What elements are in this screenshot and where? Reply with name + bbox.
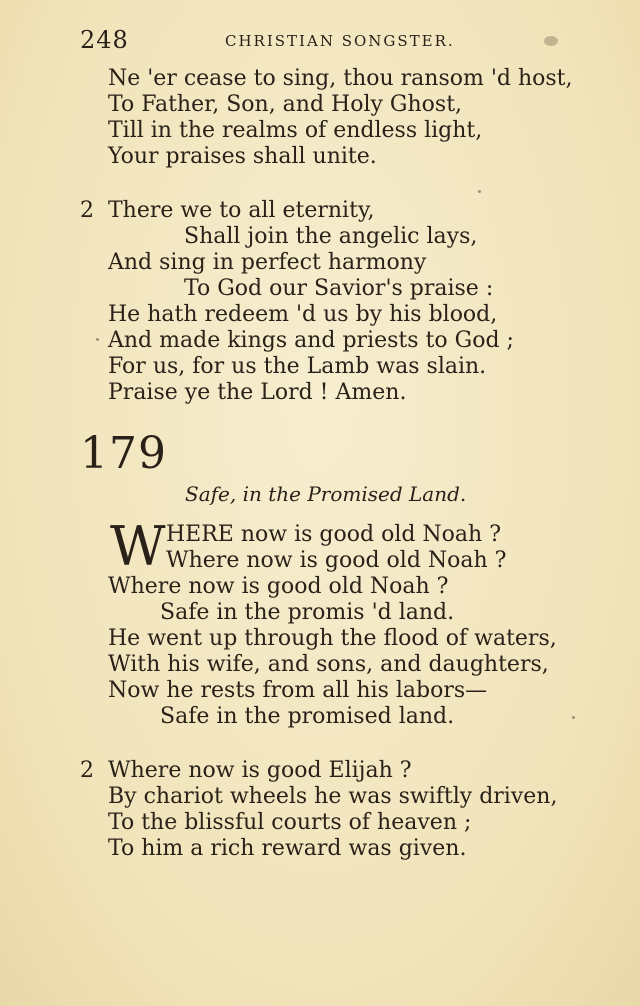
verse-line: Where now is good old Noah ?: [166, 548, 507, 573]
verse-line: He hath redeem 'd us by his blood,: [108, 302, 498, 327]
verse-line: Shall join the angelic lays,: [184, 224, 478, 249]
page-header: [80, 26, 600, 56]
hymn-number: 179: [80, 428, 167, 479]
page-number: 248: [80, 26, 129, 54]
stanza-number: 2: [80, 198, 94, 223]
paper-speck: [96, 338, 99, 341]
verse-line: Now he rests from all his labors—: [108, 678, 488, 703]
verse-line: Till in the realms of endless light,: [108, 118, 483, 143]
paper-stain: [544, 36, 558, 46]
verse-line: Where now is good old Noah ?: [108, 574, 449, 599]
running-title: CHRISTIAN SONGSTER.: [225, 32, 455, 50]
paper-speck: [478, 190, 481, 193]
verse-line: And sing in perfect harmony: [108, 250, 427, 275]
verse-line: To him a rich reward was given.: [108, 836, 467, 861]
verse-line: He went up through the flood of waters,: [108, 626, 557, 651]
paper-speck: [572, 716, 575, 719]
verse-line: HERE now is good old Noah ?: [166, 522, 501, 547]
verse-line: Praise ye the Lord ! Amen.: [108, 380, 407, 405]
verse-line: To God our Savior's praise :: [184, 276, 494, 301]
verse-line: There we to all eternity,: [108, 198, 375, 223]
verse-line: For us, for us the Lamb was slain.: [108, 354, 487, 379]
verse-line: Your praises shall unite.: [108, 144, 377, 169]
verse-line: To Father, Son, and Holy Ghost,: [108, 92, 463, 117]
verse-line: Safe in the promised land.: [160, 704, 455, 729]
verse-line: To the blissful courts of heaven ;: [108, 810, 472, 835]
stanza-number: 2: [80, 758, 94, 783]
verse-line: Where now is good Elijah ?: [108, 758, 412, 783]
verse-line: And made kings and priests to God ;: [108, 328, 514, 353]
verse-line: With his wife, and sons, and daughters,: [108, 652, 549, 677]
hymn-title: Safe, in the Promised Land.: [185, 482, 467, 506]
verse-line: Safe in the promis 'd land.: [160, 600, 455, 625]
verse-line: By chariot wheels he was swiftly driven,: [108, 784, 558, 809]
drop-cap: W: [110, 515, 166, 578]
verse-line: Ne 'er cease to sing, thou ransom 'd host,: [108, 66, 573, 91]
